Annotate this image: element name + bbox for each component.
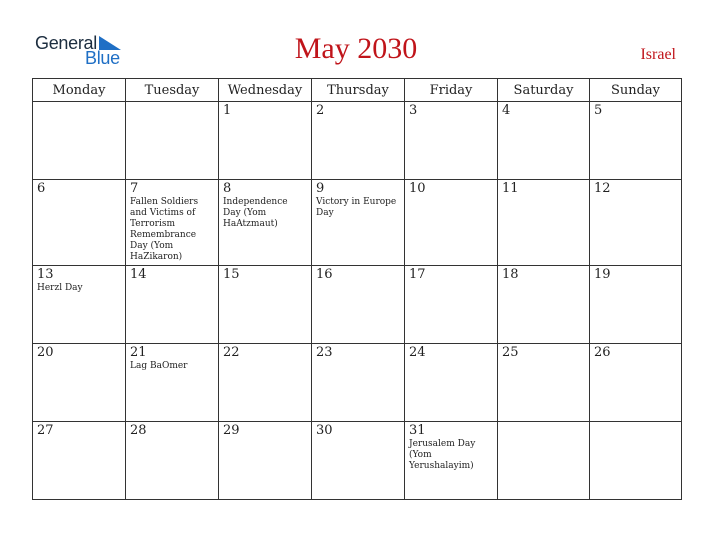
day-number: 21 — [130, 345, 147, 360]
day-number: 30 — [316, 423, 333, 438]
day-cell — [590, 422, 682, 500]
week-row — [33, 422, 682, 500]
day-number: 18 — [502, 267, 519, 282]
day-number: 17 — [409, 267, 426, 282]
weekday-header: Friday — [405, 79, 498, 102]
day-cell — [405, 266, 498, 344]
day-number: 11 — [502, 181, 519, 196]
week-row — [33, 266, 682, 344]
day-number: 15 — [223, 267, 240, 282]
day-cell — [405, 102, 498, 180]
day-number: 13 — [37, 267, 54, 282]
weekday-header-row — [33, 79, 682, 102]
day-cell — [498, 422, 590, 500]
day-cell — [498, 102, 590, 180]
day-cell — [498, 266, 590, 344]
day-cell — [498, 344, 590, 422]
day-number: 2 — [316, 103, 325, 118]
day-number: 12 — [594, 181, 611, 196]
day-number: 3 — [409, 103, 418, 118]
day-cell — [126, 344, 219, 422]
day-cell — [405, 344, 498, 422]
day-cell — [219, 180, 312, 266]
day-cell — [33, 266, 126, 344]
day-cell — [33, 180, 126, 266]
holiday-label: Victory in Europe Day — [316, 197, 397, 218]
day-number: 28 — [130, 423, 147, 438]
holiday-label: Independence Day (Yom HaAtzmaut) — [223, 197, 288, 229]
day-cell — [126, 266, 219, 344]
day-cell — [498, 180, 590, 266]
weekday-header: Wednesday — [219, 79, 312, 102]
day-cell — [126, 422, 219, 500]
day-cell — [33, 102, 126, 180]
day-number: 16 — [316, 267, 333, 282]
day-cell — [219, 266, 312, 344]
day-number: 14 — [130, 267, 147, 282]
day-number: 22 — [223, 345, 240, 360]
day-cell — [312, 266, 405, 344]
day-number: 7 — [130, 181, 139, 196]
day-cell — [126, 102, 219, 180]
day-number: 24 — [409, 345, 426, 360]
day-number: 23 — [316, 345, 333, 360]
day-cell — [312, 102, 405, 180]
logo-blue-text: Blue — [85, 48, 120, 68]
day-number: 9 — [316, 181, 325, 196]
day-cell — [405, 180, 498, 266]
page-title: May 2030 — [294, 32, 418, 65]
day-cell — [405, 422, 498, 500]
week-row — [33, 180, 682, 266]
weekday-header: Saturday — [498, 79, 590, 102]
day-cell — [590, 344, 682, 422]
day-number: 1 — [223, 103, 232, 118]
day-cell — [219, 422, 312, 500]
weekday-header: Sunday — [590, 79, 682, 102]
holiday-label: Fallen Soldiers and Victims of Terrorism Remembrance Day (Yom HaZikaron) — [130, 197, 199, 262]
week-row — [33, 344, 682, 422]
day-cell — [219, 102, 312, 180]
day-number: 31 — [409, 423, 426, 438]
weekday-header: Thursday — [312, 79, 405, 102]
day-number: 10 — [409, 181, 426, 196]
day-cell — [33, 422, 126, 500]
day-number: 19 — [594, 267, 611, 282]
day-number: 6 — [37, 181, 46, 196]
day-number: 27 — [37, 423, 54, 438]
week-row — [33, 102, 682, 180]
day-cell — [126, 180, 219, 266]
day-cell — [590, 266, 682, 344]
country-label: Israel — [640, 46, 676, 63]
day-cell — [33, 344, 126, 422]
day-number: 4 — [502, 103, 511, 118]
day-number: 5 — [594, 103, 603, 118]
day-number: 25 — [502, 345, 519, 360]
weekday-header: Tuesday — [126, 79, 219, 102]
holiday-label: Jerusalem Day (Yom Yerushalayim) — [409, 439, 476, 471]
day-number: 8 — [223, 181, 232, 196]
day-cell — [312, 422, 405, 500]
holiday-label: Herzl Day — [37, 283, 83, 293]
weekday-header: Monday — [33, 79, 126, 102]
day-cell — [590, 102, 682, 180]
day-cell — [219, 344, 312, 422]
day-number: 20 — [37, 345, 54, 360]
day-cell — [590, 180, 682, 266]
day-cell — [312, 180, 405, 266]
day-number: 26 — [594, 345, 611, 360]
day-number: 29 — [223, 423, 240, 438]
holiday-label: Lag BaOmer — [130, 361, 188, 371]
logo-general-text: General — [35, 33, 97, 53]
calendar-grid — [32, 78, 682, 500]
day-cell — [312, 344, 405, 422]
